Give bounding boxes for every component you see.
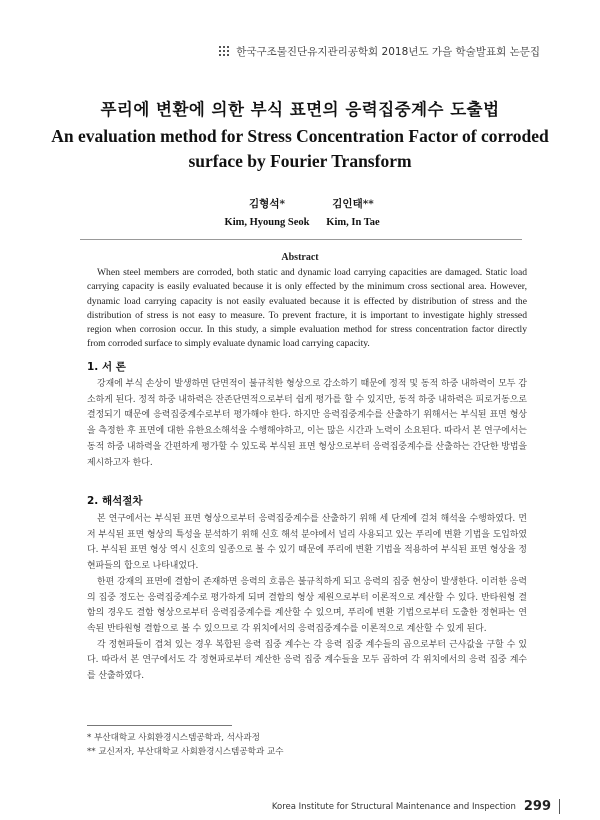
journal-name: 한국구조물진단유지관리공학회 2018년도 가을 학술발표회 논문집 [236, 46, 540, 58]
title-english: An evaluation method for Stress Concentration Factor of corroded surface by Fourier Transform [51, 126, 549, 171]
paragraph: 강재에 부식 손상이 발생하면 단면적이 불규칙한 형상으로 감소하기 때문에 정적 및 동적 하중 내하력이 모두 감소하게 된다. 정적 하중 내하력은 잔존단면적으로부터 쉽게 평가를 할 수 있지만, 동적 하중 내하력은 피로거동으로 결정되기 때문에 응력집중계수로부터 평가해야 한다. 하지만 응력집중계수를 산출하기 위해서는 부식된 표면 형상을 측정한 후 표면에 대한 유한요소해석을 수행해야하고, 이는 많은 시간과 노력이 소요된다. 따라서 본 연구에서는 동적 하중 내하력을 간편하게 평가할 수 있도록 부식된 표면 형상으로부터 응력집중계수를 산출하는 간단한 방법을 제시하고자 한다. [87, 379, 527, 468]
paragraph: 한편 강재의 표면에 결함이 존재하면 응력의 흐름은 불규칙하게 되고 응력의 집중 현상이 발생한다. 이러한 응력의 집중 정도는 응력집중계수로 평가하게 되며 결함의 형상 제원으로부터 이론적으로 계산할 수 있다. 반타원형 결함의 경우도 결함 형상으로부터 응력집중계수를 계산할 수 있으며, 푸리에 변환 기법으로부터 도출한 정현파는 연속된 반타원형 결함으로 볼 수 있으므로 각 위치에서의 응력집중계수를 이론적으로 계산할 수 있게 된다. [87, 576, 527, 634]
author-2-korean: 김인태** [332, 198, 374, 210]
author-1-english: Kim, Hyoung Seok [224, 217, 310, 228]
section-2-heading: 2. 해석절차 [87, 495, 143, 507]
author-2 [318, 196, 388, 228]
author-2-english: Kim, In Tae [326, 217, 380, 228]
author-1 [212, 196, 322, 228]
footer-bar [559, 799, 560, 814]
society-logo-icon [219, 46, 231, 58]
section-1-body [87, 377, 527, 471]
footnote-2: ** 교신저자, 부산대학교 사회환경시스템공학과 교수 [87, 747, 284, 757]
footnote-divider [87, 725, 232, 726]
paragraph: 각 정현파들이 겹쳐 있는 경우 복합된 응력 집중 계수는 각 응력 집중 계수들의 곱으로부터 근사값을 구할 수 있다. 따라서 본 연구에서도 각 정현파로부터 계산한 응력 집중 계수들을 모두 곱하여 각 위치에서의 응력 집중 계수를 산출하였다. [87, 639, 527, 682]
section-2-body [87, 512, 527, 685]
title-divider [80, 239, 522, 240]
abstract-text: When steel members are corroded, both static and dynamic load carrying capacities are damaged. Static load carrying capacity is easily evaluated because it is only effected by the minimum cross sectional area. However, dynamic load carrying capacity is not easily evaluated because it is effected by distribution of stress and the distribution of stress is not easy to measure. To prevent fracture, it is important to investigate highly stressed region when corrosion occur. In this study, a simple evaluation method for stress concentration factor directly from corroded surface to simply evaluate dynamic load carrying capacity. [87, 267, 527, 350]
footnote-1: * 부산대학교 사회환경시스템공학과, 석사과정 [87, 733, 260, 743]
running-header [219, 44, 540, 59]
footer-institute: Korea Institute for Structural Maintenance and Inspection [271, 801, 516, 812]
footnotes [87, 731, 284, 759]
page-number: 299 [523, 799, 551, 814]
title-korean: 푸리에 변환에 의한 부식 표면의 응력집중계수 도출법 [100, 100, 500, 119]
section-1-heading: 1. 서 론 [87, 361, 126, 373]
author-1-korean: 김형석* [249, 198, 285, 210]
paragraph: 본 연구에서는 부식된 표면 형상으로부터 응력집중계수를 산출하기 위해 세 단계에 걸쳐 해석을 수행하였다. 먼저 부식된 표면 형상의 특성을 분석하기 위해 신호 해석 분야에서 널리 사용되고 있는 푸리에 변환 기법을 도입하였다. 부식된 표면 형상 역시 신호의 일종으로 볼 수 있기 때문에 푸리에 변환 기법을 적용하여 부식된 표면 형상을 정현파들의 합으로 나타내었다. [87, 514, 527, 572]
abstract-heading: Abstract [281, 252, 319, 263]
page-footer [272, 799, 560, 814]
